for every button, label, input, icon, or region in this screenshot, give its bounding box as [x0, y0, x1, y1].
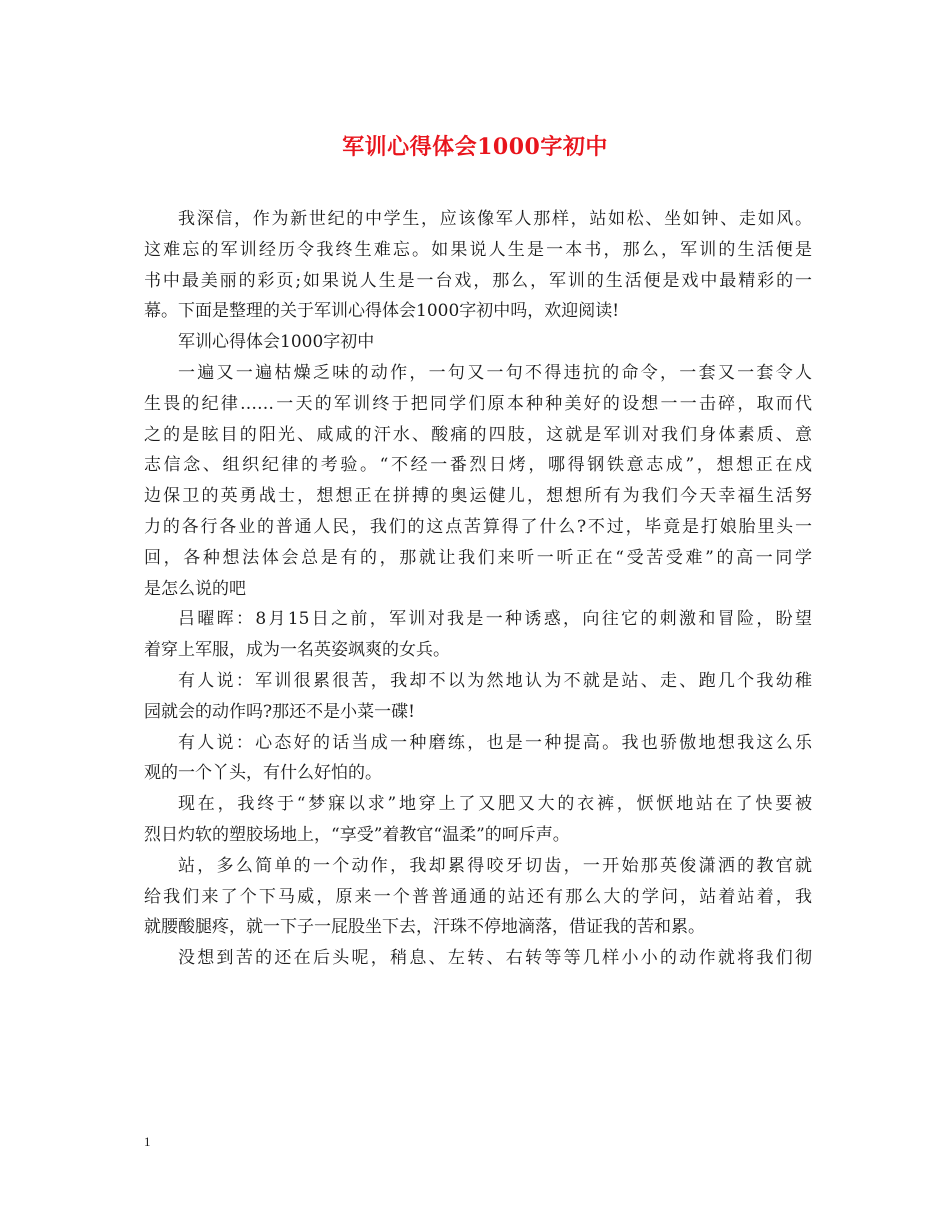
text-line: 我深信，作为新世纪的中学生，应该像军人那样，站如松、坐如钟、走如风。 — [178, 209, 812, 229]
text-line: 幕。下面是整理的关于军训心得体会1000字初中吗，欢迎阅读! — [144, 301, 620, 322]
text-line: 一遍又一遍枯燥乏味的动作，一句又一句不得违抗的命令，一套又一套令人 — [178, 362, 812, 383]
text-line: 有人说：心态好的话当成一种磨练，也是一种提高。我也骄傲地想我这么乐 — [178, 732, 812, 753]
page-number: 1 — [144, 1134, 151, 1149]
text-line: 着穿上军服，成为一名英姿飒爽的女兵。 — [144, 640, 450, 661]
text-line: 书中最美丽的彩页;如果说人生是一台戏，那么，军训的生活便是戏中最精彩的一 — [144, 270, 812, 291]
text-line: 这难忘的军训经历令我终生难忘。如果说人生是一本书，那么，军训的生活便是 — [144, 239, 812, 260]
text-line: 观的一个丫头，有什么好怕的。 — [144, 763, 382, 784]
text-line: 军训心得体会1000字初中 — [178, 332, 375, 353]
text-line: 之的是眩目的阳光、咸咸的汗水、酸痛的四肢，这就是军训对我们身体素质、意 — [144, 424, 812, 445]
document-title: 军训心得体会1000字初中 — [342, 134, 608, 160]
text-line: 没想到苦的还在后头呢，稍息、左转、右转等等几样小小的动作就将我们彻 — [178, 948, 812, 969]
text-line: 边保卫的英勇战士，想想正在拼搏的奥运健儿，想想所有为我们今天幸福生活努 — [144, 486, 812, 507]
text-line: 园就会的动作吗?那还不是小菜一碟! — [144, 701, 415, 722]
text-line: 烈日灼软的塑胶场地上，“享受”着教官“温柔”的呵斥声。 — [144, 824, 570, 845]
text-line: 回，各种想法体会总是有的，那就让我们来听一听正在“受苦受难”的高一同学 — [144, 547, 812, 568]
text-line: 力的各行各业的普通人民，我们的这点苦算得了什么?不过，毕竟是打娘胎里头一 — [144, 516, 812, 537]
text-line: 有人说：军训很累很苦，我却不以为然地认为不就是站、走、跑几个我幼稚 — [178, 670, 812, 691]
text-line: 是怎么说的吧 — [144, 578, 246, 599]
text-line: 吕曜晖：8月15日之前，军训对我是一种诱惑，向往它的刺激和冒险，盼望 — [178, 609, 812, 630]
text-line: 站，多么简单的一个动作，我却累得咬牙切齿，一开始那英俊潇洒的教官就 — [178, 855, 812, 876]
text-line: 给我们来了个下马威，原来一个普普通通的站还有那么大的学问，站着站着，我 — [144, 886, 812, 907]
text-line: 就腰酸腿疼，就一下子一屁股坐下去，汗珠不停地滴落，借证我的苦和累。 — [144, 917, 705, 938]
document-body — [144, 204, 812, 974]
text-line: 志信念、组织纪律的考验。“不经一番烈日烤，哪得钢铁意志成”，想想正在戍 — [144, 455, 812, 476]
text-line: 现在，我终于“梦寐以求”地穿上了又肥又大的衣裤，恹恹地站在了快要被 — [178, 794, 812, 815]
text-line: 生畏的纪律……一天的军训终于把同学们原本种种美好的设想一一击碎，取而代 — [144, 393, 812, 414]
